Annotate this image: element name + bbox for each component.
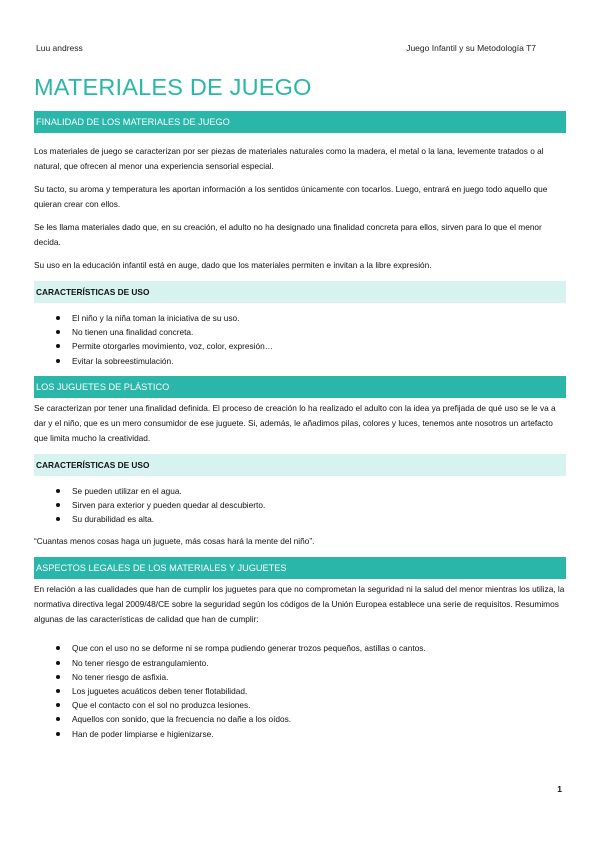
list-item: No tener riesgo de estrangulamiento. (34, 656, 566, 670)
list-item: Han de poder limpiarse e higienizarse. (34, 727, 566, 741)
page-title: MATERIALES DE JUEGO (34, 74, 312, 100)
list-item: Evitar la sobreestimulación. (34, 354, 566, 368)
document-body (34, 111, 566, 741)
section-heading-plastico: LOS JUGUETES DE PLÁSTICO (34, 376, 566, 398)
bullet-icon (56, 717, 60, 721)
header-author: Luu andress (36, 43, 83, 53)
bullet-icon (56, 689, 60, 693)
list-item: Que el contacto con el sol no produzca lesiones. (34, 698, 566, 712)
bullet-icon (56, 646, 60, 650)
list-item: No tienen una finalidad concreta. (34, 325, 566, 339)
list-item: Se pueden utilizar en el agua. (34, 484, 566, 498)
subheading-caracteristicas: CARACTERÍSTICAS DE USO (34, 454, 566, 476)
list-item: Los juguetes acuáticos deben tener flotabilidad. (34, 684, 566, 698)
list-item: Su durabilidad es alta. (34, 512, 566, 526)
paragraph: Se les llama materiales dado que, en su creación, el adulto no ha designado una finalidad concreta para ellos, sirven para lo que el menor decida. (34, 222, 542, 247)
bullet-icon (56, 732, 60, 736)
bullet-icon (56, 330, 60, 334)
bullet-list (34, 641, 566, 740)
list-item: El niño y la niña toman la iniciativa de su uso. (34, 311, 566, 325)
paragraph: En relación a las cualidades que han de cumplir los juguetes para que no comprometan la seguridad ni la salud del menor mientras los utiliza, la normativa directiva legal 2009/48/CE sobre la seguridad según los códigos de la Unión Europea establece una serie de requisitos. Resumimos algunas de las características de calidad que han de cumplir: (34, 584, 565, 625)
quote: “Cuantas menos cosas haga un juguete, más cosas hará la mente del niño”. (34, 536, 315, 547)
bullet-icon (56, 703, 60, 707)
page-number: 1 (557, 784, 562, 794)
list-item: Permite otorgarles movimiento, voz, color, expresión… (34, 339, 566, 353)
list-item: Sirven para exterior y pueden quedar al descubierto. (34, 498, 566, 512)
subheading-caracteristicas: CARACTERÍSTICAS DE USO (34, 281, 566, 303)
bullet-icon (56, 359, 60, 363)
paragraph: Su uso en la educación infantil está en auge, dado que los materiales permiten e invitan a la libre expresión. (34, 260, 432, 270)
list-item: Que con el uso no se deforme ni se rompa pudiendo generar trozos pequeños, astillas o cantos. (34, 641, 566, 655)
section-heading-finalidad: FINALIDAD DE LOS MATERIALES DE JUEGO (34, 111, 566, 133)
list-item: Aquellos con sonido, que la frecuencia no dañe a los oídos. (34, 712, 566, 726)
list-item: No tener riesgo de asfixia. (34, 670, 566, 684)
bullet-icon (56, 344, 60, 348)
bullet-icon (56, 661, 60, 665)
bullet-icon (56, 517, 60, 521)
bullet-icon (56, 503, 60, 507)
bullet-icon (56, 316, 60, 320)
paragraph: Su tacto, su aroma y temperatura les aportan información a los sentidos únicamente con tocarlos. Luego, entrará en juego todo aquello que quieran crear con ellos. (34, 184, 548, 209)
paragraph: Se caracterizan por tener una finalidad definida. El proceso de creación lo ha realizado el adulto con la idea ya prefijada de qué uso se le va a dar y el niño, que es un mero consumidor de ese juguete. Si, además, le añadimos pilas, colores y luces, tenemos ante nosotros un artefacto que limita mucho la creatividad. (34, 402, 556, 443)
section-heading-aspectos-legales: ASPECTOS LEGALES DE LOS MATERIALES Y JUGUETES (34, 557, 566, 579)
bullet-list (34, 484, 566, 527)
bullet-list (34, 311, 566, 368)
bullet-icon (56, 489, 60, 493)
paragraph: Los materiales de juego se caracterizan por ser piezas de materiales naturales como la madera, el metal o la lana, levemente tratados o al natural, que ofrecen al menor una experiencia sensorial especial. (34, 146, 544, 171)
header-subject: Juego Infantil y su Metodología T7 (406, 43, 536, 53)
bullet-icon (56, 675, 60, 679)
